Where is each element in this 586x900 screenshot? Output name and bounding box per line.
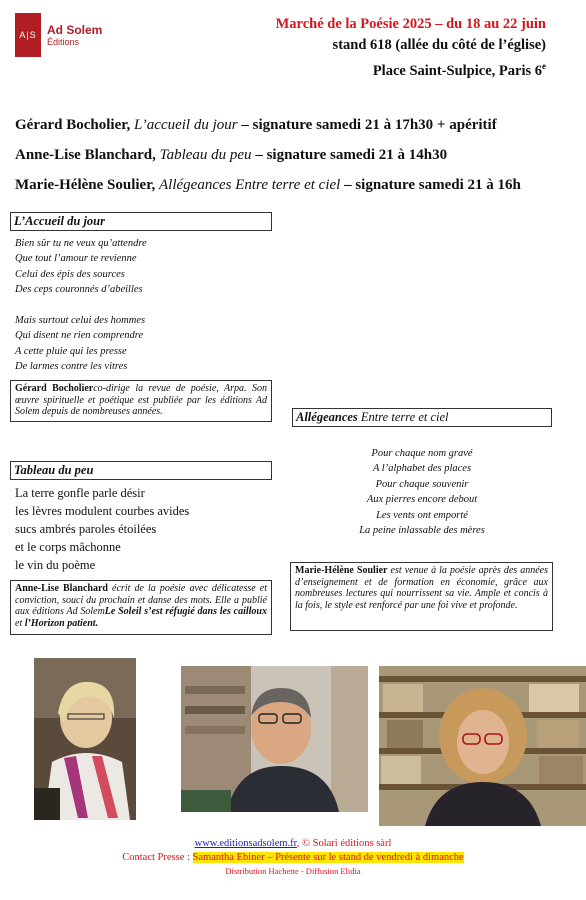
poem-line: Celui des épis des sources [15, 268, 125, 280]
signing-row [15, 110, 575, 140]
bio-author: Gérard Bocholier [15, 383, 94, 394]
allegeances-title-rest: Entre terre et ciel [357, 410, 449, 424]
poem-line: Pour chaque souvenir [375, 478, 469, 490]
poem-line: Que tout l’amour te revienne [15, 253, 137, 265]
poem-line: Les vents ont emporté [376, 509, 468, 521]
poem-line: Bien sûr tu ne veux qu’attendre [15, 238, 147, 249]
bio-text: et [15, 617, 25, 629]
poem-line: A cette pluie qui les presse [15, 345, 127, 357]
poem-line: le vin du poème [15, 558, 96, 572]
signing-detail: – signature samedi 21 à 16h [344, 177, 521, 193]
accueil-poem-stanza-1 [15, 236, 147, 298]
photo-gerard-bocholier [181, 666, 368, 812]
poem-line: A l’alphabet des places [372, 463, 472, 475]
publisher-logo [15, 10, 113, 60]
bio-author: Anne-Lise Blanchard [15, 583, 108, 594]
blanchard-bio [10, 580, 272, 635]
photo-anne-lise-blanchard [34, 658, 136, 820]
footer-distribution: Distribution Hachette - Diffusion Elidia [225, 866, 361, 876]
poem-line: sucs ambrés paroles étoilées [15, 522, 157, 536]
poem-line: Mais surtout celui des hommes [15, 315, 146, 326]
press-label: Contact Presse : [122, 852, 193, 863]
website-link[interactable]: www.editionsadsolem.fr [194, 838, 297, 849]
signing-author: Anne-Lise Blanchard, [15, 147, 156, 163]
event-place [276, 56, 546, 82]
logo-name: Ad Solem [47, 22, 103, 37]
bio-text: co-dirige la revue de poésie, Arpa. Son œuvre spirituelle et poétique est publiée par les éditions Ad Solem depuis de nombreuses années. [15, 383, 267, 417]
logo-text [47, 23, 102, 48]
allegeances-title-box [292, 408, 552, 427]
footer-website-line [0, 838, 586, 850]
poem-line: et le corps mâchonne [15, 540, 121, 554]
poem-line: Qui disent ne rien comprendre [15, 330, 144, 342]
poem-line: La peine inlassable des mères [359, 525, 485, 537]
bio-text: est venue à la poésie après des années d’enseignement et de formation en économie, grâce aux nombreuses lectures qui nourrissent sa vie. Ample et concis à la fois, le style est renforcé par une foi vive et profonde. [295, 565, 548, 611]
event-place-text: Place Saint-Sulpice, Paris 6 [372, 62, 542, 79]
poem-line: Aux pierres encore debout [366, 494, 478, 506]
signing-list [15, 110, 575, 200]
bio-book: Le Soleil s’est réfugié dans les cailloux [104, 606, 267, 617]
copyright: , © Solari éditions sàrl [296, 838, 392, 849]
allegeances-title-bold: Allégeances [296, 410, 358, 424]
event-place-sup: e [542, 61, 546, 71]
soulier-bio [290, 562, 553, 631]
signing-detail: – signature samedi 21 à 17h30 + apéritif [241, 117, 497, 133]
logo-subtitle: Éditions [47, 36, 80, 47]
bio-author: Marie-Hélène Soulier [295, 565, 388, 576]
poem-line: La terre gonfle parle désir [15, 486, 145, 500]
tableau-title: Tableau du peu [14, 463, 94, 477]
bocholier-bio [10, 380, 272, 422]
poem-line: De larmes contre les vitres [15, 361, 128, 373]
event-stand: stand 618 (allée du côté de l’église) [332, 37, 546, 53]
signing-author: Marie-Hélène Soulier, [15, 177, 156, 193]
logo-mark: A|S [15, 13, 41, 57]
footer-press-line [0, 852, 586, 864]
signing-author: Gérard Bocholier, [15, 117, 131, 133]
signing-detail: – signature samedi 21 à 14h30 [255, 147, 448, 163]
event-header [276, 14, 546, 82]
accueil-title-box [10, 212, 272, 231]
signing-book: Tableau du peu [159, 147, 252, 163]
accueil-title: L’Accueil du jour [14, 214, 105, 228]
poem-line: les lèvres modulent courbes avides [15, 504, 190, 518]
tableau-poem [15, 484, 189, 574]
signing-book: L’accueil du jour [134, 117, 238, 133]
poem-line: Pour chaque nom gravé [371, 448, 473, 459]
poem-line: Des ceps couronnés d’abeilles [15, 284, 143, 296]
signing-book: Allégeances Entre terre et ciel [159, 177, 341, 193]
bio-book: l’Horizon patient. [24, 617, 99, 629]
tableau-title-box [10, 461, 272, 480]
bio-text: écrit de la poésie avec délicatesse et conviction, souci du prochain et danse des mots. Elle a publié aux éditions Ad Solem [15, 583, 267, 617]
allegeances-poem [292, 446, 552, 538]
event-title: Marché de la Poésie 2025 – du 18 au 22 juin [275, 16, 546, 32]
signing-row [15, 170, 575, 200]
press-contact: Samantha Ebiner – Présente sur le stand de vendredi à dimanche [192, 852, 464, 863]
signing-row [15, 140, 575, 170]
photo-marie-helene-soulier [379, 666, 586, 826]
accueil-poem-stanza-2 [15, 313, 145, 375]
